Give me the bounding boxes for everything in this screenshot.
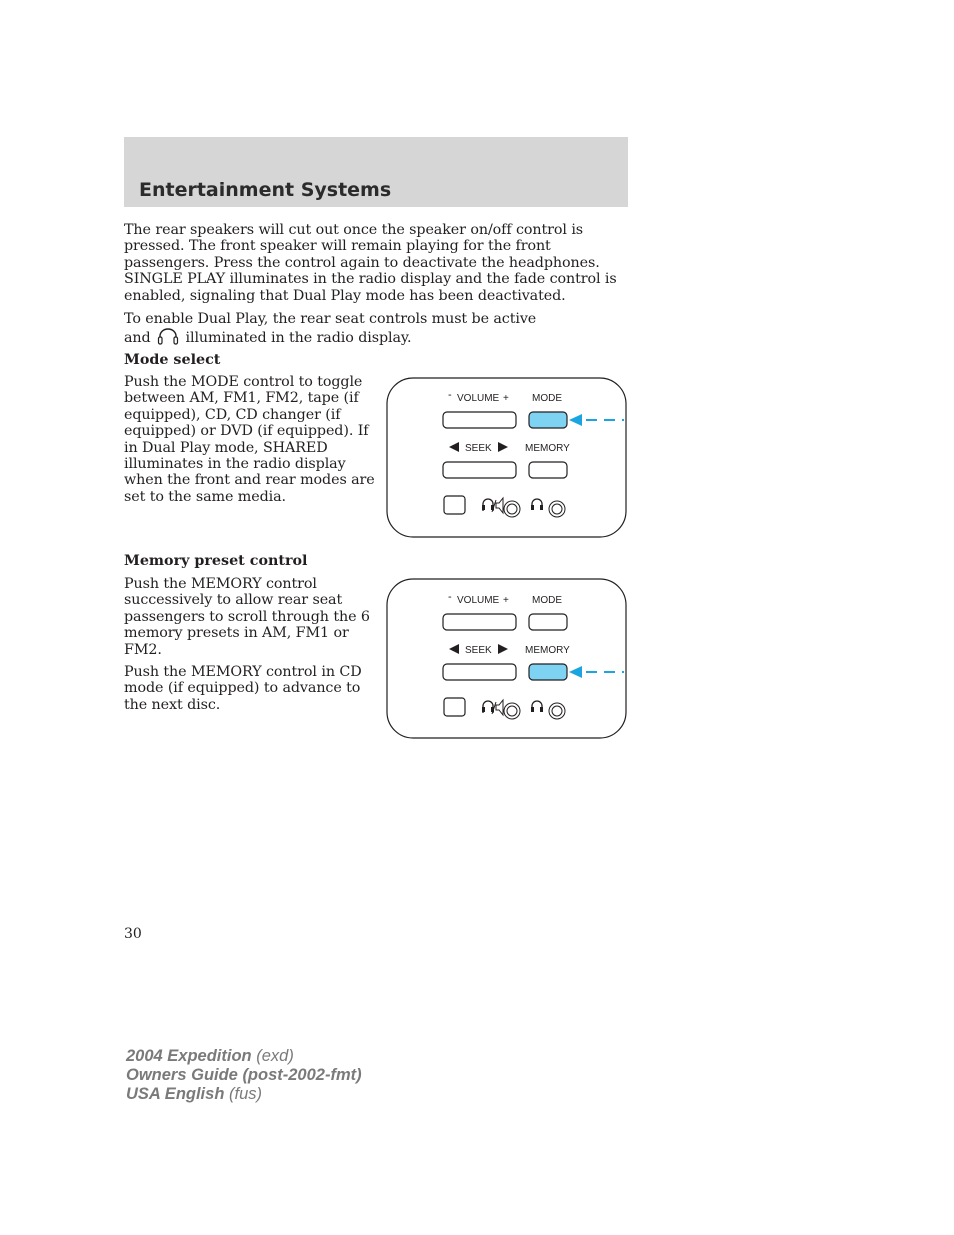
- dual-play-paragraph: [124, 310, 594, 350]
- seek-button: [443, 664, 516, 680]
- footer-model: 2004 Expedition: [126, 1047, 252, 1065]
- volume-knob-1: [504, 501, 520, 517]
- speaker-toggle-button: [444, 496, 465, 514]
- volume-knob-2: [549, 703, 565, 719]
- volume-button: [443, 412, 516, 428]
- volume-minus-label: -: [448, 389, 452, 401]
- section-header: [124, 137, 628, 207]
- memory-label: MEMORY: [525, 443, 570, 454]
- memory-control-diagram: [386, 578, 628, 744]
- page-number: 30: [124, 926, 142, 942]
- dual-play-line1: To enable Dual Play, the rear seat controls must be active: [124, 311, 537, 327]
- seek-label: SEEK: [465, 645, 492, 656]
- seek-label: SEEK: [465, 443, 492, 454]
- volume-plus-label: +: [503, 595, 509, 606]
- footer-line-1: [126, 1047, 362, 1066]
- speaker-toggle-button: [444, 698, 465, 716]
- volume-label: VOLUME: [457, 393, 500, 404]
- section-title: Entertainment Systems: [139, 179, 392, 201]
- mode-button-highlighted: [529, 412, 567, 428]
- footer-language: USA English: [126, 1085, 225, 1103]
- memory-button: [529, 462, 567, 478]
- volume-knob-2: [549, 501, 565, 517]
- mode-label: MODE: [532, 595, 562, 606]
- document-footer: [126, 1047, 362, 1104]
- footer-model-code: (exd): [256, 1047, 294, 1065]
- memory-preset-body-1: Push the MEMORY control successively to allow rear seat passengers to scroll through the 6 memory presets in AM, FM1 or FM2.: [124, 576, 370, 658]
- intro-paragraph: The rear speakers will cut out once the speaker on/off control is pressed. The front speaker will remain playing for the front passengers. Press the control again to deactivate the headphones. SINGLE PLAY illuminates in the radio display and the fade control is enabled, signaling that Dual Play mode has been deactivated.: [124, 222, 617, 304]
- footer-guide: Owners Guide (post-2002-fmt): [126, 1066, 362, 1084]
- memory-preset-heading: Memory preset control: [124, 553, 308, 569]
- dual-play-and: and: [124, 330, 151, 346]
- volume-knob-1: [504, 703, 520, 719]
- volume-minus-label: -: [448, 591, 452, 603]
- mode-control-diagram: [386, 377, 628, 543]
- footer-language-code: (fus): [229, 1085, 262, 1103]
- volume-plus-label: +: [503, 393, 509, 404]
- mode-button: [529, 614, 567, 630]
- memory-button-highlighted: [529, 664, 567, 680]
- memory-label: MEMORY: [525, 645, 570, 656]
- headphones-icon: [157, 328, 179, 350]
- dual-play-rest: illuminated in the radio display.: [185, 330, 412, 346]
- footer-line-2: [126, 1066, 362, 1085]
- mode-select-heading: Mode select: [124, 352, 221, 368]
- mode-select-body: Push the MODE control to toggle between AM, FM1, FM2, tape (if equipped), CD, CD changer (if equipped) or DVD (if equipped). If in Dual Play mode, SHARED illuminates in the radio display when the front and rear modes are set to the same media.: [124, 374, 375, 505]
- volume-label: VOLUME: [457, 595, 500, 606]
- volume-button: [443, 614, 516, 630]
- mode-label: MODE: [532, 393, 562, 404]
- seek-button: [443, 462, 516, 478]
- footer-line-3: [126, 1085, 362, 1104]
- memory-preset-body-2: Push the MEMORY control in CD mode (if equipped) to advance to the next disc.: [124, 664, 362, 713]
